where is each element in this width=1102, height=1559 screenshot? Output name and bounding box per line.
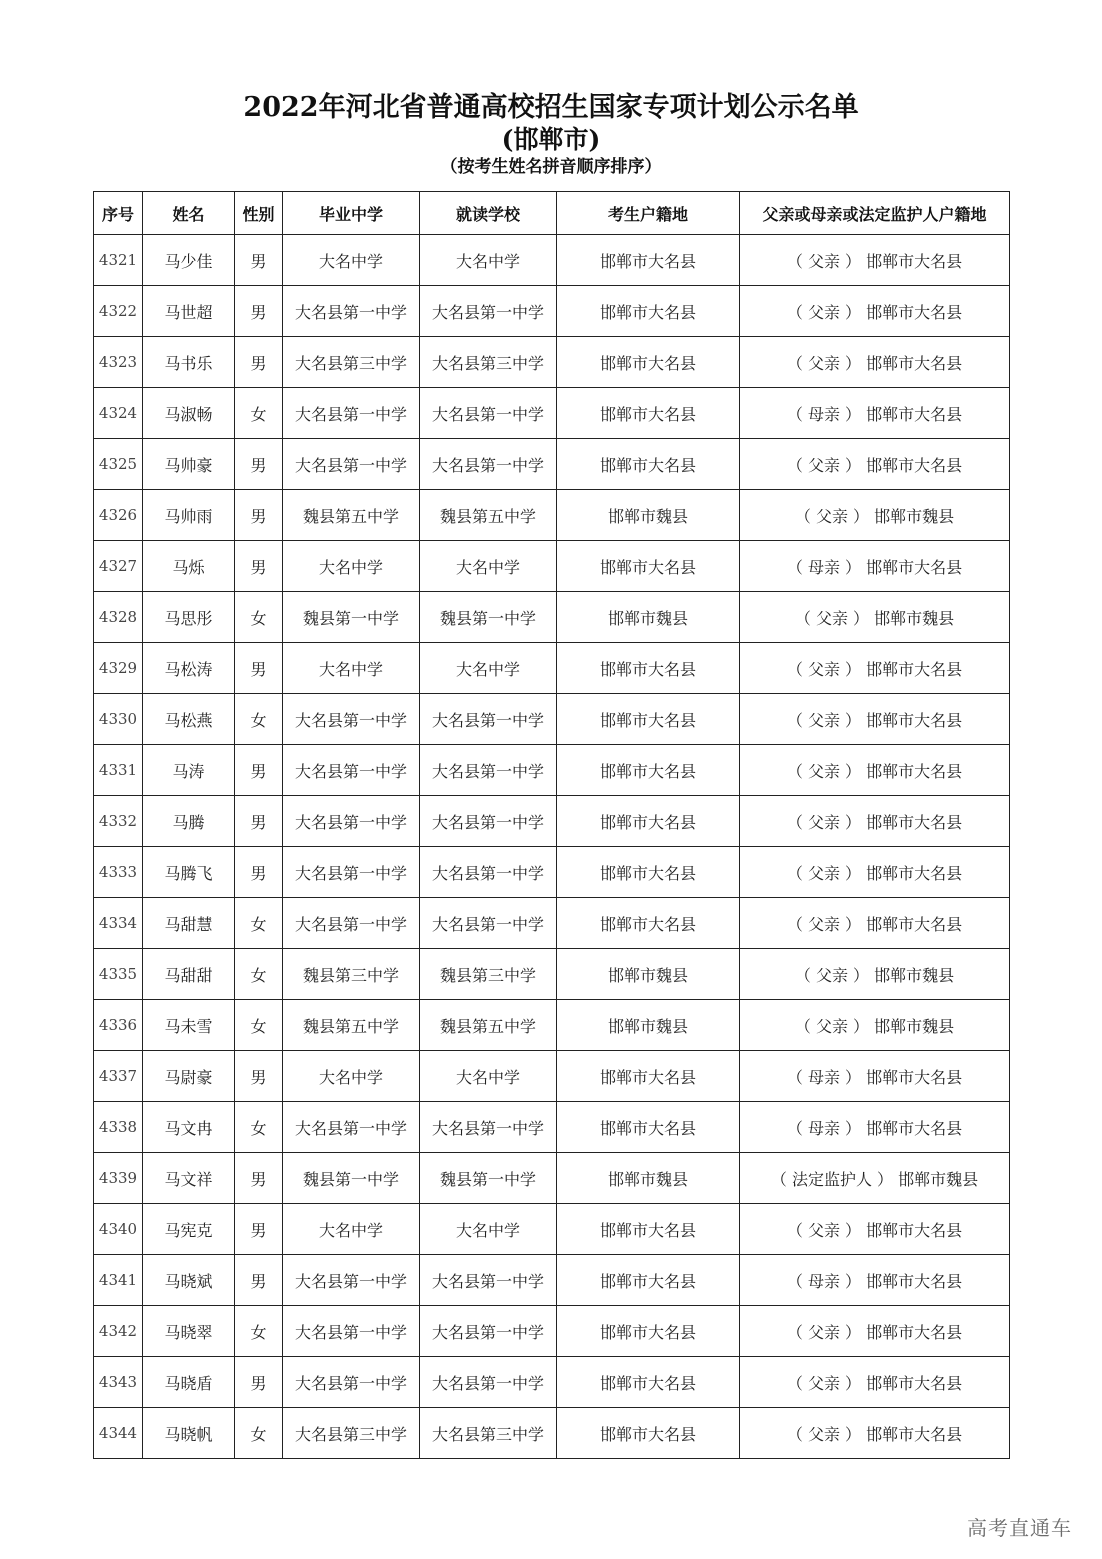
cell-graduation-school: 大名县第一中学	[283, 1306, 420, 1357]
cell-gender: 男	[235, 235, 283, 286]
header-name: 姓名	[143, 192, 235, 235]
table-row	[94, 541, 1010, 592]
cell-name: 马晓翠	[143, 1306, 235, 1357]
cell-household-registration: 邯郸市大名县	[557, 796, 740, 847]
cell-household-registration: 邯郸市大名县	[557, 1204, 740, 1255]
cell-graduation-school: 大名县第三中学	[283, 337, 420, 388]
cell-index: 4332	[94, 796, 143, 847]
cell-index: 4323	[94, 337, 143, 388]
table-row	[94, 898, 1010, 949]
table-row	[94, 490, 1010, 541]
header-row	[94, 192, 1010, 235]
table-header	[94, 192, 1010, 235]
cell-current-school: 大名县第一中学	[420, 796, 557, 847]
cell-index: 4327	[94, 541, 143, 592]
table-row	[94, 1306, 1010, 1357]
cell-guardian-registration: （ 母亲 ） 邯郸市大名县	[740, 1051, 1010, 1102]
cell-household-registration: 邯郸市大名县	[557, 1306, 740, 1357]
cell-guardian-registration: （ 父亲 ） 邯郸市大名县	[740, 898, 1010, 949]
cell-gender: 男	[235, 1153, 283, 1204]
cell-index: 4322	[94, 286, 143, 337]
header-current-school: 就读学校	[420, 192, 557, 235]
cell-current-school: 大名中学	[420, 1204, 557, 1255]
header-guardian-registration: 父亲或母亲或法定监护人户籍地	[740, 192, 1010, 235]
table-row	[94, 388, 1010, 439]
cell-index: 4336	[94, 1000, 143, 1051]
cell-name: 马尉豪	[143, 1051, 235, 1102]
cell-gender: 男	[235, 541, 283, 592]
cell-name: 马帅豪	[143, 439, 235, 490]
cell-household-registration: 邯郸市大名县	[557, 541, 740, 592]
cell-index: 4321	[94, 235, 143, 286]
city-subtitle: (邯郸市)	[501, 125, 601, 154]
cell-household-registration: 邯郸市魏县	[557, 949, 740, 1000]
cell-current-school: 大名县第一中学	[420, 1102, 557, 1153]
roster-table	[93, 191, 1010, 1459]
cell-guardian-registration: （ 父亲 ） 邯郸市魏县	[740, 1000, 1010, 1051]
cell-graduation-school: 大名县第三中学	[283, 1408, 420, 1459]
cell-guardian-registration: （ 父亲 ） 邯郸市大名县	[740, 1204, 1010, 1255]
cell-guardian-registration: （ 父亲 ） 邯郸市大名县	[740, 643, 1010, 694]
table-row	[94, 796, 1010, 847]
cell-household-registration: 邯郸市大名县	[557, 745, 740, 796]
cell-gender: 男	[235, 643, 283, 694]
cell-graduation-school: 魏县第一中学	[283, 592, 420, 643]
cell-index: 4325	[94, 439, 143, 490]
cell-current-school: 大名中学	[420, 643, 557, 694]
cell-name: 马涛	[143, 745, 235, 796]
cell-household-registration: 邯郸市大名县	[557, 1408, 740, 1459]
cell-current-school: 魏县第一中学	[420, 1153, 557, 1204]
cell-name: 马腾	[143, 796, 235, 847]
cell-guardian-registration: （ 母亲 ） 邯郸市大名县	[740, 388, 1010, 439]
table-row	[94, 1153, 1010, 1204]
cell-gender: 男	[235, 847, 283, 898]
cell-graduation-school: 大名县第一中学	[283, 898, 420, 949]
cell-current-school: 大名县第一中学	[420, 388, 557, 439]
table-row	[94, 1408, 1010, 1459]
table-row	[94, 745, 1010, 796]
cell-gender: 女	[235, 1306, 283, 1357]
cell-gender: 男	[235, 1255, 283, 1306]
cell-index: 4330	[94, 694, 143, 745]
cell-gender: 男	[235, 337, 283, 388]
cell-name: 马帅雨	[143, 490, 235, 541]
cell-guardian-registration: （ 父亲 ） 邯郸市大名县	[740, 796, 1010, 847]
cell-index: 4340	[94, 1204, 143, 1255]
cell-current-school: 大名县第一中学	[420, 745, 557, 796]
cell-graduation-school: 大名县第一中学	[283, 745, 420, 796]
table-row	[94, 439, 1010, 490]
cell-gender: 女	[235, 694, 283, 745]
cell-graduation-school: 大名中学	[283, 643, 420, 694]
cell-gender: 女	[235, 949, 283, 1000]
cell-household-registration: 邯郸市魏县	[557, 490, 740, 541]
cell-graduation-school: 大名县第一中学	[283, 286, 420, 337]
cell-name: 马文冉	[143, 1102, 235, 1153]
cell-name: 马世超	[143, 286, 235, 337]
table-row	[94, 592, 1010, 643]
cell-index: 4328	[94, 592, 143, 643]
cell-household-registration: 邯郸市大名县	[557, 847, 740, 898]
cell-graduation-school: 大名县第一中学	[283, 694, 420, 745]
cell-current-school: 大名县第三中学	[420, 337, 557, 388]
cell-current-school: 大名县第一中学	[420, 1306, 557, 1357]
cell-current-school: 魏县第五中学	[420, 490, 557, 541]
cell-index: 4326	[94, 490, 143, 541]
cell-guardian-registration: （ 父亲 ） 邯郸市大名县	[740, 1408, 1010, 1459]
cell-gender: 女	[235, 592, 283, 643]
cell-graduation-school: 大名中学	[283, 1204, 420, 1255]
watermark-text: 高考直通车	[967, 1516, 1072, 1540]
cell-guardian-registration: （ 父亲 ） 邯郸市魏县	[740, 490, 1010, 541]
cell-current-school: 大名县第一中学	[420, 694, 557, 745]
cell-graduation-school: 大名县第一中学	[283, 1255, 420, 1306]
table-row	[94, 1204, 1010, 1255]
cell-gender: 女	[235, 1102, 283, 1153]
cell-guardian-registration: （ 母亲 ） 邯郸市大名县	[740, 1255, 1010, 1306]
cell-index: 4343	[94, 1357, 143, 1408]
cell-gender: 男	[235, 286, 283, 337]
cell-name: 马文祥	[143, 1153, 235, 1204]
table-row	[94, 286, 1010, 337]
cell-household-registration: 邯郸市大名县	[557, 286, 740, 337]
cell-name: 马晓帆	[143, 1408, 235, 1459]
cell-household-registration: 邯郸市大名县	[557, 1255, 740, 1306]
cell-current-school: 大名县第一中学	[420, 1357, 557, 1408]
cell-name: 马甜甜	[143, 949, 235, 1000]
cell-household-registration: 邯郸市大名县	[557, 439, 740, 490]
table-body	[94, 235, 1010, 1459]
cell-name: 马松燕	[143, 694, 235, 745]
cell-guardian-registration: （ 父亲 ） 邯郸市大名县	[740, 337, 1010, 388]
cell-current-school: 大名县第一中学	[420, 898, 557, 949]
header-index: 序号	[94, 192, 143, 235]
cell-graduation-school: 魏县第五中学	[283, 1000, 420, 1051]
cell-index: 4344	[94, 1408, 143, 1459]
cell-index: 4333	[94, 847, 143, 898]
cell-household-registration: 邯郸市大名县	[557, 1051, 740, 1102]
cell-graduation-school: 大名中学	[283, 235, 420, 286]
cell-graduation-school: 魏县第五中学	[283, 490, 420, 541]
cell-graduation-school: 大名中学	[283, 1051, 420, 1102]
cell-guardian-registration: （ 父亲 ） 邯郸市大名县	[740, 1357, 1010, 1408]
cell-graduation-school: 魏县第三中学	[283, 949, 420, 1000]
cell-graduation-school: 大名县第一中学	[283, 1102, 420, 1153]
cell-name: 马淑畅	[143, 388, 235, 439]
cell-gender: 男	[235, 439, 283, 490]
cell-gender: 女	[235, 388, 283, 439]
cell-household-registration: 邯郸市魏县	[557, 1153, 740, 1204]
cell-household-registration: 邯郸市大名县	[557, 1102, 740, 1153]
cell-name: 马烁	[143, 541, 235, 592]
cell-household-registration: 邯郸市大名县	[557, 337, 740, 388]
table-row	[94, 337, 1010, 388]
cell-name: 马宪克	[143, 1204, 235, 1255]
cell-index: 4337	[94, 1051, 143, 1102]
cell-household-registration: 邯郸市魏县	[557, 592, 740, 643]
cell-index: 4331	[94, 745, 143, 796]
cell-guardian-registration: （ 父亲 ） 邯郸市大名县	[740, 694, 1010, 745]
table-row	[94, 1051, 1010, 1102]
cell-name: 马书乐	[143, 337, 235, 388]
cell-current-school: 大名中学	[420, 235, 557, 286]
cell-current-school: 魏县第五中学	[420, 1000, 557, 1051]
cell-gender: 男	[235, 1357, 283, 1408]
table-row	[94, 1357, 1010, 1408]
cell-current-school: 大名县第一中学	[420, 439, 557, 490]
cell-gender: 男	[235, 1204, 283, 1255]
cell-index: 4342	[94, 1306, 143, 1357]
cell-gender: 女	[235, 898, 283, 949]
header-household-registration: 考生户籍地	[557, 192, 740, 235]
cell-gender: 男	[235, 796, 283, 847]
cell-name: 马未雪	[143, 1000, 235, 1051]
cell-guardian-registration: （ 父亲 ） 邯郸市大名县	[740, 847, 1010, 898]
cell-guardian-registration: （ 母亲 ） 邯郸市大名县	[740, 541, 1010, 592]
table-row	[94, 643, 1010, 694]
cell-gender: 男	[235, 745, 283, 796]
cell-guardian-registration: （ 法定监护人 ） 邯郸市魏县	[740, 1153, 1010, 1204]
cell-household-registration: 邯郸市大名县	[557, 235, 740, 286]
cell-current-school: 魏县第一中学	[420, 592, 557, 643]
cell-gender: 男	[235, 490, 283, 541]
cell-graduation-school: 魏县第一中学	[283, 1153, 420, 1204]
cell-current-school: 大名县第一中学	[420, 286, 557, 337]
table-row	[94, 694, 1010, 745]
cell-graduation-school: 大名县第一中学	[283, 847, 420, 898]
cell-current-school: 大名县第一中学	[420, 1255, 557, 1306]
cell-current-school: 魏县第三中学	[420, 949, 557, 1000]
cell-guardian-registration: （ 父亲 ） 邯郸市大名县	[740, 286, 1010, 337]
cell-guardian-registration: （ 父亲 ） 邯郸市大名县	[740, 745, 1010, 796]
cell-name: 马少佳	[143, 235, 235, 286]
cell-current-school: 大名中学	[420, 541, 557, 592]
cell-name: 马思彤	[143, 592, 235, 643]
cell-household-registration: 邯郸市大名县	[557, 694, 740, 745]
cell-graduation-school: 大名县第一中学	[283, 796, 420, 847]
cell-current-school: 大名中学	[420, 1051, 557, 1102]
cell-household-registration: 邯郸市大名县	[557, 388, 740, 439]
cell-household-registration: 邯郸市大名县	[557, 898, 740, 949]
cell-name: 马腾飞	[143, 847, 235, 898]
cell-index: 4324	[94, 388, 143, 439]
cell-index: 4335	[94, 949, 143, 1000]
table-row	[94, 1000, 1010, 1051]
cell-guardian-registration: （ 父亲 ） 邯郸市魏县	[740, 592, 1010, 643]
table-row	[94, 235, 1010, 286]
cell-guardian-registration: （ 父亲 ） 邯郸市大名县	[740, 1306, 1010, 1357]
cell-index: 4339	[94, 1153, 143, 1204]
header-gender: 性别	[235, 192, 283, 235]
sort-note: （按考生姓名拼音顺序排序）	[440, 157, 662, 177]
cell-name: 马甜慧	[143, 898, 235, 949]
cell-graduation-school: 大名县第一中学	[283, 388, 420, 439]
table-row	[94, 1255, 1010, 1306]
table-row	[94, 1102, 1010, 1153]
cell-name: 马晓斌	[143, 1255, 235, 1306]
cell-guardian-registration: （ 父亲 ） 邯郸市魏县	[740, 949, 1010, 1000]
cell-graduation-school: 大名中学	[283, 541, 420, 592]
cell-guardian-registration: （ 母亲 ） 邯郸市大名县	[740, 1102, 1010, 1153]
cell-household-registration: 邯郸市大名县	[557, 643, 740, 694]
cell-gender: 男	[235, 1051, 283, 1102]
cell-graduation-school: 大名县第一中学	[283, 439, 420, 490]
cell-gender: 女	[235, 1000, 283, 1051]
cell-index: 4334	[94, 898, 143, 949]
cell-household-registration: 邯郸市大名县	[557, 1357, 740, 1408]
cell-index: 4338	[94, 1102, 143, 1153]
table-row	[94, 949, 1010, 1000]
document-title: 2022年河北省普通高校招生国家专项计划公示名单	[243, 92, 859, 123]
cell-gender: 女	[235, 1408, 283, 1459]
cell-current-school: 大名县第一中学	[420, 847, 557, 898]
cell-graduation-school: 大名县第一中学	[283, 1357, 420, 1408]
cell-guardian-registration: （ 父亲 ） 邯郸市大名县	[740, 439, 1010, 490]
cell-name: 马晓盾	[143, 1357, 235, 1408]
header-graduation-school: 毕业中学	[283, 192, 420, 235]
cell-current-school: 大名县第三中学	[420, 1408, 557, 1459]
table-row	[94, 847, 1010, 898]
cell-household-registration: 邯郸市魏县	[557, 1000, 740, 1051]
cell-index: 4341	[94, 1255, 143, 1306]
cell-index: 4329	[94, 643, 143, 694]
cell-guardian-registration: （ 父亲 ） 邯郸市大名县	[740, 235, 1010, 286]
cell-name: 马松涛	[143, 643, 235, 694]
